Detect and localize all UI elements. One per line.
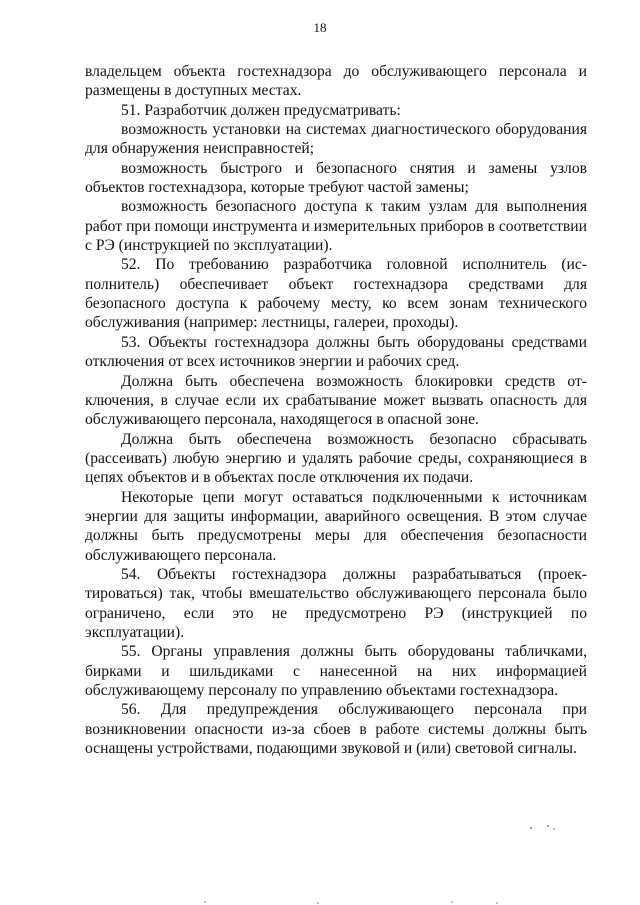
paragraph-51-item-replacement: возможность быстрого и безопасного снятия и замены узлов объектов гостехнадзора, которые требуют частой замены; xyxy=(85,159,587,197)
page-number: 18 xyxy=(313,20,327,35)
scan-speck xyxy=(553,828,555,830)
paragraph-51-item-diagnostics: возможность установки на системах диагностического оборудования для обнаружения неисправностей; xyxy=(85,121,587,158)
paragraph-51-intro: 51. Разработчик должен предусматривать: xyxy=(121,101,401,119)
paragraph-53-circuits: Некоторые цепи могут оставаться подключенными к источникам энергии для защиты информации, аварийного освещения. В этом случае должны быть предусмотрены меры для обеспечения безопасности обслуживающего персонала. xyxy=(85,488,587,564)
paragraph-continuation: владельцем объекта гостехнадзора до обслуживающего персонала и размещены в доступных местах. xyxy=(85,63,587,100)
paragraph-51-item-access: возможность безопасного доступа к таким узлам для выполнения работ при помощи инструмента и измерительных приборов в соответствии с РЭ (инструкцией по эксплуатации). xyxy=(85,198,587,255)
scan-speck xyxy=(317,902,319,904)
paragraph-54: 54. Объекты гостехнадзора должны разрабатываться (проектироваться) так, чтобы вмешательство обслуживающего персонала было ограничено, если это не предусмотрено РЭ (инструкцией по эксплуатации). xyxy=(85,565,587,641)
paragraph-56: 56. Для предупреждения обслуживающего персонала при возникновении опасности из-за сбоев в работе системы должны быть оснащены устройствами, подающими звуковой и (или) световой сигналы. xyxy=(85,701,587,758)
paragraph-55: 55. Органы управления должны быть оборудованы табличками, бирками и шильдиками с нанесенной на них информацией обслуживающему персоналу по управлению объектами гостехнадзора. xyxy=(85,643,587,699)
scan-speck xyxy=(451,901,453,903)
scan-speck xyxy=(547,825,549,827)
scan-speck xyxy=(204,901,206,903)
paragraph-53: 53. Объекты гостехнадзора должны быть оборудованы средствами отключения от всех источников энергии и рабочих сред. xyxy=(85,333,587,371)
paragraph-53-energy-release: Должна быть обеспечена возможность безопасно сбрасывать (рассеивать) любую энергию и удалять рабочие среды, сохраняющиеся в цепях объектов и в объектах после отключения их подачи. xyxy=(85,430,587,487)
scan-speck xyxy=(530,827,532,829)
paragraph-53-blocking: Должна быть обеспечена возможность блокировки средств отключения, в случае если их срабатывание может вызвать опасность для обслуживающего персонала, находящегося в опасной зоне. xyxy=(85,372,587,429)
scan-speck xyxy=(496,902,498,904)
document-body xyxy=(85,62,587,758)
paragraph-52: 52. По требованию разработчика головной исполнитель (исполнитель) обеспечивает объект гостехнадзора средствами для безопасного доступа к рабочему месту, ко всем зонам технического обслуживания (например: лестницы, галереи, проходы). xyxy=(85,256,587,332)
